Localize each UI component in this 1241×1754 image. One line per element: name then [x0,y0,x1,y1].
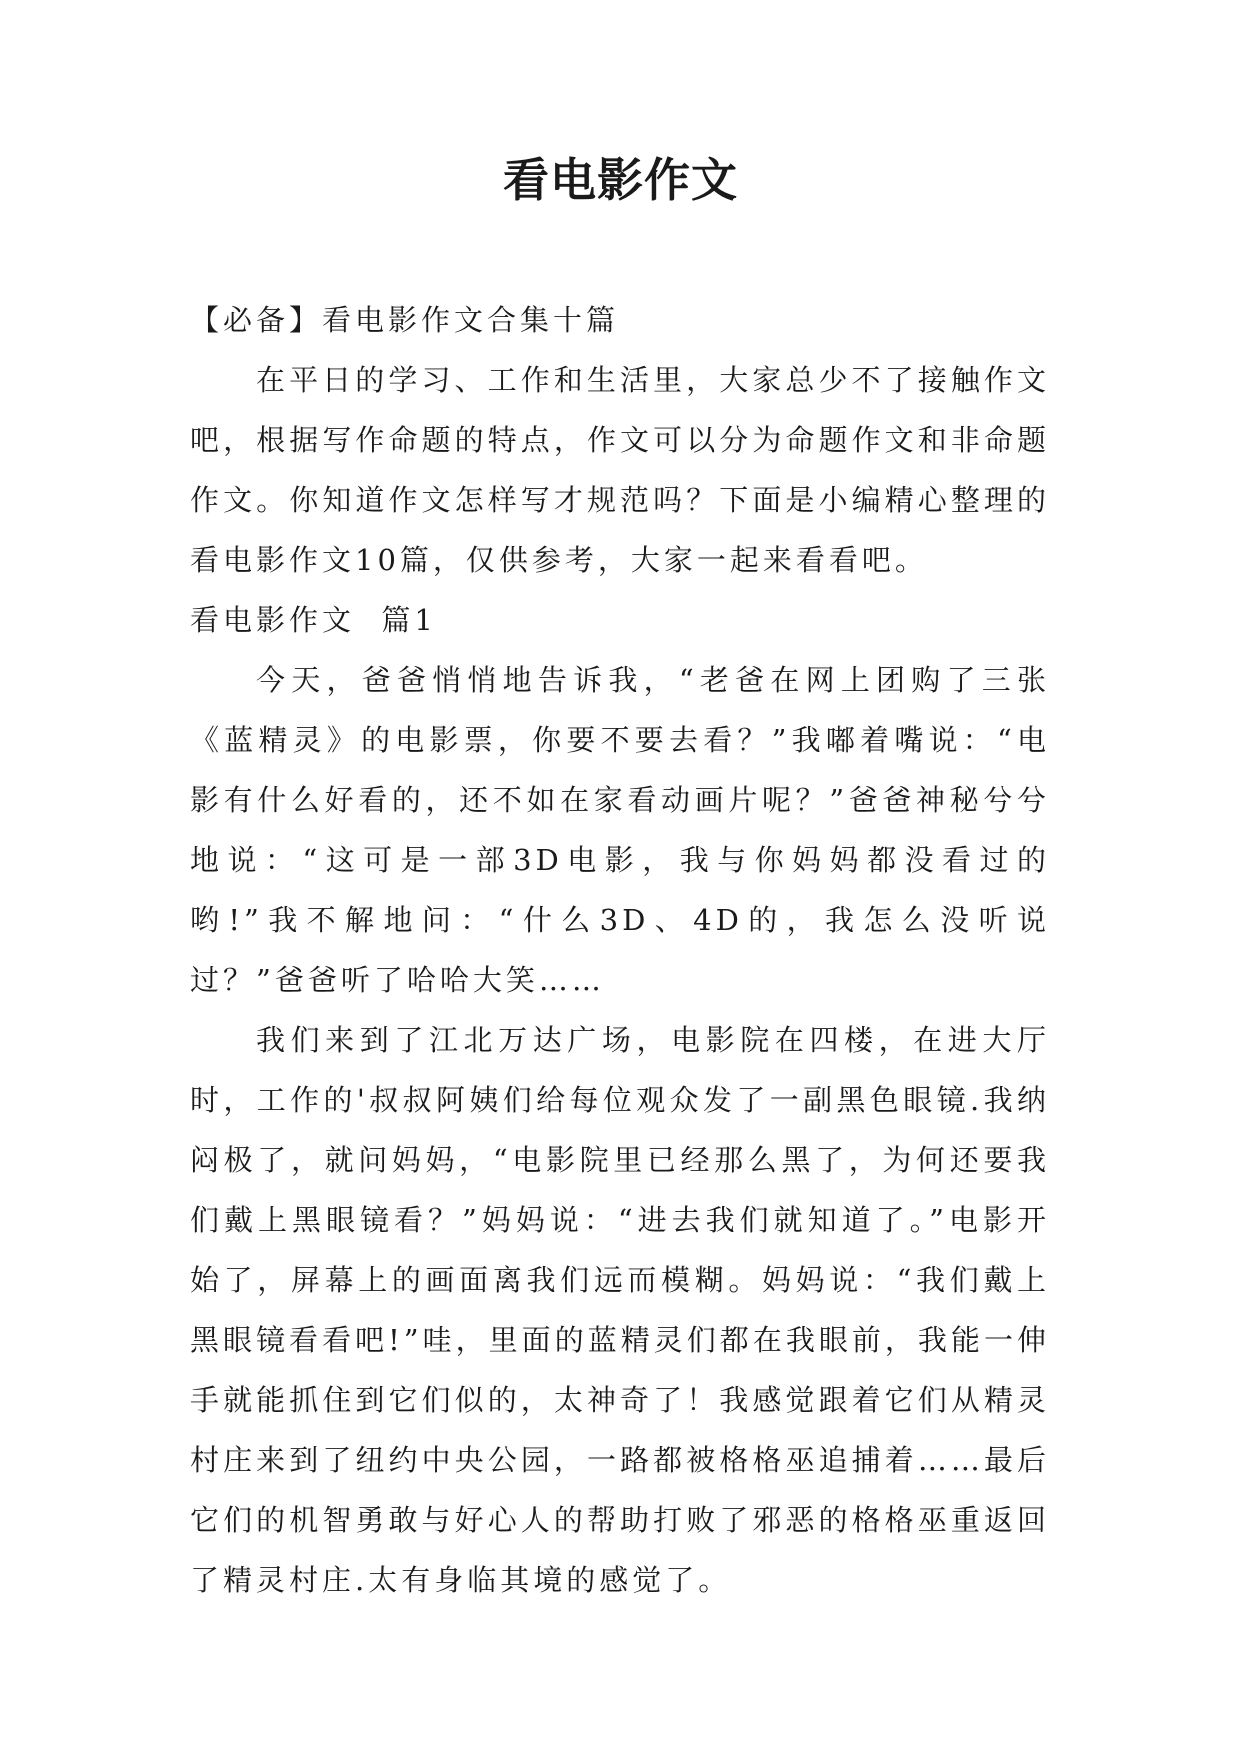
document-subtitle: 【必备】看电影作文合集十篇 [190,303,620,337]
body-paragraph: 今天，爸爸悄悄地告诉我，“老爸在网上团购了三张《蓝精灵》的电影票，你要不要去看？”我嘟着嘴说：“电影有什么好看的，还不如在家看动画片呢？”爸爸神秘兮兮地说：“这可是一部3D电影，我与你妈妈都没看过的哟!”我不解地问：“什么3D、4D的，我怎么没听说过？”爸爸听了哈哈大笑…… [190,663,1050,997]
body-paragraph: 我们来到了江北万达广场，电影院在四楼，在进大厅时，工作的'叔叔阿姨们给每位观众发了一副黑色眼镜.我纳闷极了，就问妈妈，“电影院里已经那么黑了，为何还要我们戴上黑眼镜看？”妈妈说：“进去我们就知道了。”电影开始了，屏幕上的画面离我们远而模糊。妈妈说：“我们戴上黑眼镜看看吧!”哇，里面的蓝精灵们都在我眼前，我能一伸手就能抓住到它们似的，太神奇了！我感觉跟着它们从精灵村庄来到了纽约中央公园，一路都被格格巫追捕着……最后它们的机智勇敢与好心人的帮助打败了邪恶的格格巫重返回了精灵村庄.太有身临其境的感觉了。 [190,1023,1050,1597]
document-title: 看电影作文 [503,153,738,207]
document-body [190,290,1050,1610]
intro-paragraph: 在平日的学习、工作和生活里，大家总少不了接触作文吧，根据写作命题的特点，作文可以分为命题作文和非命题作文。你知道作文怎样写才规范吗？下面是小编精心整理的看电影作文10篇，仅供参考，大家一起来看看吧。 [190,363,1050,577]
section-heading: 看电影作文 篇1 [190,603,437,637]
